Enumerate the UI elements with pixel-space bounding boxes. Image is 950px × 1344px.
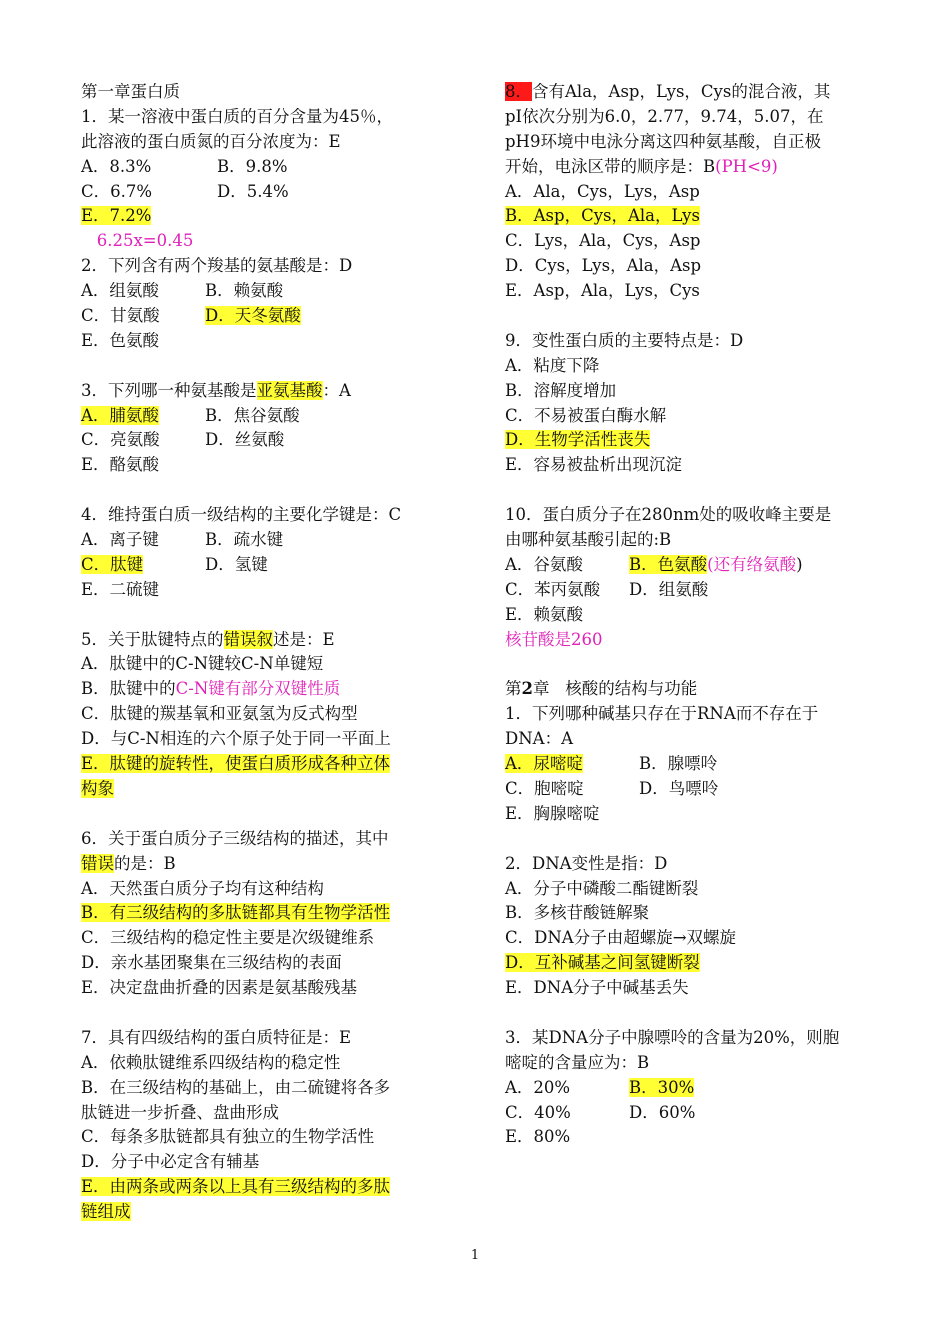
text-line bbox=[505, 155, 875, 180]
text-fragment: E．容易被盐析出现沉淀 bbox=[505, 455, 683, 475]
text-fragment: C．亮氨酸 bbox=[81, 430, 160, 450]
text-line bbox=[505, 528, 875, 553]
option-pair-line bbox=[81, 279, 451, 304]
text-fragment: A．谷氨酸 bbox=[505, 554, 583, 574]
text-fragment: DNA：A bbox=[505, 729, 573, 749]
text-fragment: 的是：B bbox=[114, 853, 176, 873]
text-line bbox=[81, 727, 451, 752]
text-fragment: D．与C-N相连的六个原子处于同一平面上 bbox=[81, 729, 391, 749]
text-line bbox=[81, 105, 451, 130]
text-line bbox=[81, 1125, 451, 1150]
option-pair-line bbox=[505, 1076, 875, 1101]
text-line bbox=[505, 105, 875, 130]
text-fragment: 1．某一溶液中蛋白质的百分含量为45％， bbox=[81, 106, 393, 126]
text-fragment: D．亲水基团聚集在三级结构的表面 bbox=[81, 953, 342, 973]
option-pair-line bbox=[81, 304, 451, 329]
text-fragment: 嘧啶的含量应为：B bbox=[505, 1052, 650, 1072]
left-column bbox=[81, 80, 451, 1225]
option-b bbox=[217, 182, 289, 201]
text-fragment: 核苷酸是260 bbox=[505, 629, 603, 649]
option-b bbox=[205, 406, 300, 425]
text-fragment: C．三级结构的稳定性主要是次级键维系 bbox=[81, 928, 375, 948]
text-fragment: B．腺嘌呤 bbox=[639, 754, 718, 774]
option-pair-line bbox=[81, 155, 451, 180]
text-line bbox=[81, 901, 451, 926]
option-a bbox=[505, 578, 629, 603]
text-fragment: D．组氨酸 bbox=[629, 579, 709, 599]
text-fragment: C．苯丙氨酸 bbox=[505, 579, 601, 599]
text-fragment: 3．下列哪一种氨基酸是 bbox=[81, 380, 257, 400]
text-line bbox=[81, 578, 451, 603]
option-a bbox=[505, 553, 629, 578]
blank-line bbox=[505, 827, 875, 852]
option-a bbox=[505, 752, 639, 777]
option-b bbox=[205, 530, 283, 549]
blank-line bbox=[505, 652, 875, 677]
option-pair-line bbox=[505, 553, 875, 578]
text-fragment: B．有三级结构的多肽链都具有生物学活性 bbox=[81, 903, 391, 923]
text-fragment: 述是：E bbox=[273, 629, 335, 649]
option-pair-line bbox=[81, 180, 451, 205]
text-fragment: E．肽键的旋转性，使蛋白质形成各种立体 bbox=[81, 754, 391, 774]
text-fragment: B．溶解度增加 bbox=[505, 380, 617, 400]
text-fragment: 6.25x=0.45 bbox=[81, 231, 194, 251]
text-fragment: 4．维持蛋白质一级结构的主要化学键是：C bbox=[81, 505, 402, 525]
blank-line bbox=[505, 304, 875, 329]
text-line bbox=[505, 1125, 875, 1150]
text-line bbox=[505, 802, 875, 827]
text-line bbox=[505, 603, 875, 628]
text-fragment: B．多核苷酸链解聚 bbox=[505, 903, 650, 923]
text-fragment: A．分子中磷酸二酯键断裂 bbox=[505, 878, 699, 898]
text-line bbox=[505, 1051, 875, 1076]
text-fragment: ) bbox=[796, 554, 803, 574]
text-fragment: C．甘氨酸 bbox=[81, 306, 160, 326]
text-fragment: A．Ala，Cys，Lys，Asp bbox=[505, 181, 700, 201]
text-fragment: 2 bbox=[521, 679, 533, 699]
text-line bbox=[81, 677, 451, 702]
text-fragment: E．DNA分子中碱基丢失 bbox=[505, 978, 689, 998]
text-line bbox=[505, 628, 875, 653]
text-fragment: 含有Ala，Asp，Lys，Cys的混合液，其 bbox=[532, 82, 831, 101]
text-fragment: E．由两条或两条以上具有三级结构的多肽 bbox=[81, 1177, 391, 1197]
text-fragment: A．粘度下降 bbox=[505, 355, 600, 375]
option-b bbox=[205, 281, 283, 300]
text-line bbox=[505, 901, 875, 926]
blank-line bbox=[81, 354, 451, 379]
text-line bbox=[505, 254, 875, 279]
text-line bbox=[81, 204, 451, 229]
text-fragment: D．氢键 bbox=[205, 554, 268, 574]
text-fragment: E．色氨酸 bbox=[81, 330, 160, 350]
text-line bbox=[505, 951, 875, 976]
text-fragment: C．肽键的羰基氧和亚氨氢为反式构型 bbox=[81, 704, 358, 724]
text-fragment: (PH<9) bbox=[715, 156, 778, 176]
text-fragment: E．二硫键 bbox=[81, 579, 160, 599]
option-b bbox=[639, 779, 718, 798]
text-line bbox=[81, 652, 451, 677]
option-a bbox=[81, 304, 205, 329]
text-fragment: A．组氨酸 bbox=[81, 281, 159, 301]
blank-line bbox=[81, 802, 451, 827]
text-line bbox=[81, 130, 451, 155]
text-fragment: C．不易被蛋白酶水解 bbox=[505, 405, 667, 425]
text-line bbox=[81, 229, 451, 254]
text-fragment: 1．下列哪种碱基只存在于RNA而不存在于 bbox=[505, 704, 819, 724]
text-line bbox=[505, 503, 875, 528]
text-line bbox=[505, 180, 875, 205]
text-fragment: 章 核酸的结构与功能 bbox=[532, 679, 698, 699]
text-line bbox=[505, 852, 875, 877]
text-fragment: 此溶液的蛋白质氮的百分浓度为：E bbox=[81, 131, 341, 151]
text-fragment: C．6.7% bbox=[81, 181, 153, 201]
text-fragment: B．在三级结构的基础上，由二硫键将各多 bbox=[81, 1077, 391, 1097]
text-line bbox=[505, 329, 875, 354]
text-fragment: E．决定盘曲折叠的因素是氨基酸残基 bbox=[81, 978, 358, 998]
text-line bbox=[505, 279, 875, 304]
text-fragment: E．赖氨酸 bbox=[505, 604, 584, 624]
option-a bbox=[505, 1101, 629, 1126]
text-fragment: 6．关于蛋白质分子三级结构的描述，其中 bbox=[81, 828, 389, 848]
text-fragment: 亚氨基酸 bbox=[256, 380, 323, 400]
blank-line bbox=[505, 478, 875, 503]
text-fragment: C-N键有部分双键性质 bbox=[175, 679, 341, 699]
text-fragment: 2．DNA变性是指：D bbox=[505, 853, 668, 873]
text-line bbox=[505, 926, 875, 951]
text-fragment: (还有络氨酸 bbox=[707, 554, 797, 574]
option-pair-line bbox=[81, 404, 451, 429]
text-fragment: A．20% bbox=[505, 1077, 571, 1097]
text-line bbox=[505, 727, 875, 752]
text-line bbox=[81, 329, 451, 354]
text-line bbox=[81, 503, 451, 528]
text-line bbox=[81, 752, 451, 777]
text-fragment: 3．某DNA分子中腺嘌呤的含量为20%，则胞 bbox=[505, 1027, 840, 1047]
text-line bbox=[81, 254, 451, 279]
text-fragment: 由哪种氨基酸引起的:B bbox=[505, 530, 672, 550]
right-column bbox=[505, 80, 875, 1150]
text-fragment: D．5.4% bbox=[217, 181, 289, 201]
text-fragment: D．互补碱基之间氢键断裂 bbox=[505, 953, 700, 973]
blank-line bbox=[81, 1001, 451, 1026]
text-line bbox=[505, 428, 875, 453]
text-fragment: D．丝氨酸 bbox=[205, 430, 285, 450]
option-b bbox=[639, 754, 717, 773]
option-a bbox=[81, 279, 205, 304]
text-fragment: B．色氨酸 bbox=[629, 554, 708, 574]
text-line bbox=[505, 80, 875, 105]
text-line bbox=[505, 404, 875, 429]
option-a bbox=[81, 155, 217, 180]
text-fragment: B．焦谷氨酸 bbox=[205, 405, 300, 425]
option-b bbox=[217, 157, 288, 176]
text-fragment: E．酪氨酸 bbox=[81, 455, 160, 475]
text-line bbox=[81, 827, 451, 852]
text-fragment: ：A bbox=[322, 380, 351, 400]
blank-line bbox=[81, 478, 451, 503]
text-line bbox=[505, 229, 875, 254]
text-line bbox=[81, 1200, 451, 1225]
text-fragment: 链组成 bbox=[81, 1202, 131, 1222]
option-a bbox=[81, 428, 205, 453]
text-fragment: A．脯氨酸 bbox=[81, 405, 159, 425]
text-fragment: B．9.8% bbox=[217, 156, 288, 176]
text-fragment: B．Asp，Cys，Ala，Lys bbox=[505, 206, 700, 226]
option-a bbox=[505, 1076, 629, 1101]
text-fragment: A．8.3% bbox=[81, 156, 152, 176]
option-b bbox=[205, 555, 268, 574]
text-fragment: pI依次分别为6.0，2.77，9.74，5.07，在 bbox=[505, 106, 824, 126]
text-line bbox=[81, 877, 451, 902]
text-fragment: 2．下列含有两个羧基的氨基酸是：D bbox=[81, 256, 353, 276]
option-pair-line bbox=[81, 528, 451, 553]
blank-line bbox=[81, 603, 451, 628]
text-line bbox=[505, 379, 875, 404]
text-line bbox=[505, 702, 875, 727]
text-fragment: C．每条多肽链都具有独立的生物学活性 bbox=[81, 1127, 375, 1147]
text-line bbox=[81, 951, 451, 976]
option-a bbox=[81, 180, 217, 205]
text-fragment: A．依赖肽键维系四级结构的稳定性 bbox=[81, 1052, 341, 1072]
text-fragment: C．DNA分子由超螺旋→双螺旋 bbox=[505, 928, 737, 948]
text-fragment: 构象 bbox=[81, 778, 114, 798]
text-line bbox=[81, 379, 451, 404]
text-line bbox=[81, 1175, 451, 1200]
option-a bbox=[81, 553, 205, 578]
text-fragment: D．天冬氨酸 bbox=[205, 306, 301, 326]
option-b bbox=[629, 1103, 695, 1122]
text-fragment: B．肽键中的 bbox=[81, 679, 176, 699]
text-fragment: B．疏水键 bbox=[205, 530, 284, 550]
text-fragment: C．Lys，Ala，Cys，Asp bbox=[505, 231, 701, 251]
text-line bbox=[81, 777, 451, 802]
option-b bbox=[205, 430, 284, 449]
text-fragment: E．80% bbox=[505, 1127, 571, 1147]
text-fragment: 第 bbox=[505, 679, 522, 699]
text-fragment: 5．关于肽键特点的 bbox=[81, 629, 224, 649]
option-pair-line bbox=[81, 553, 451, 578]
text-fragment: D．分子中必定含有辅基 bbox=[81, 1152, 260, 1172]
text-fragment: pH9环境中电泳分离这四种氨基酸，自正极 bbox=[505, 131, 821, 151]
text-fragment: 9．变性蛋白质的主要特点是：D bbox=[505, 330, 744, 350]
text-fragment: 错误叙 bbox=[223, 629, 273, 649]
text-line bbox=[505, 1026, 875, 1051]
option-pair-line bbox=[81, 428, 451, 453]
option-pair-line bbox=[505, 752, 875, 777]
text-line bbox=[505, 976, 875, 1001]
blank-line bbox=[505, 1001, 875, 1026]
text-line bbox=[81, 1026, 451, 1051]
text-fragment: 7．具有四级结构的蛋白质特征是：E bbox=[81, 1027, 352, 1047]
option-b bbox=[629, 1078, 694, 1097]
text-fragment: B．30% bbox=[629, 1077, 695, 1097]
text-line bbox=[81, 453, 451, 478]
text-line bbox=[505, 354, 875, 379]
text-fragment: A．离子键 bbox=[81, 530, 159, 550]
text-line bbox=[505, 677, 875, 702]
text-fragment: D．鸟嘌呤 bbox=[639, 778, 719, 798]
text-fragment: 错误 bbox=[81, 853, 114, 873]
option-pair-line bbox=[505, 578, 875, 603]
text-line bbox=[81, 702, 451, 727]
text-fragment: E．Asp，Ala，Lys，Cys bbox=[505, 281, 700, 301]
option-a bbox=[81, 528, 205, 553]
text-line bbox=[81, 628, 451, 653]
text-line bbox=[81, 926, 451, 951]
text-line bbox=[81, 1051, 451, 1076]
text-fragment: 第一章蛋白质 bbox=[81, 82, 180, 101]
text-line bbox=[81, 976, 451, 1001]
text-fragment: C．40% bbox=[505, 1102, 571, 1122]
text-fragment: A．尿嘧啶 bbox=[505, 754, 583, 774]
option-b bbox=[629, 555, 803, 574]
text-fragment: E．7.2% bbox=[81, 206, 152, 226]
text-line bbox=[505, 877, 875, 902]
option-pair-line bbox=[505, 777, 875, 802]
text-line bbox=[505, 204, 875, 229]
text-fragment: D．生物学活性丧失 bbox=[505, 430, 651, 450]
text-fragment: A．肽键中的C-N键较C-N单键短 bbox=[81, 654, 324, 674]
text-line bbox=[505, 453, 875, 478]
text-fragment: A．天然蛋白质分子均有这种结构 bbox=[81, 878, 324, 898]
text-fragment: D．Cys，Lys，Ala，Asp bbox=[505, 256, 702, 276]
text-fragment: 肽链进一步折叠、盘曲形成 bbox=[81, 1102, 279, 1122]
text-fragment: 10．蛋白质分子在280nm处的吸收峰主要是 bbox=[505, 505, 832, 525]
text-fragment: 8． bbox=[505, 82, 532, 101]
text-line bbox=[81, 1076, 451, 1101]
option-a bbox=[81, 404, 205, 429]
text-line bbox=[81, 852, 451, 877]
text-line bbox=[81, 1150, 451, 1175]
text-fragment: C．肽键 bbox=[81, 554, 144, 574]
text-fragment: 开始，电泳区带的顺序是：B bbox=[505, 156, 716, 176]
option-b bbox=[629, 580, 708, 599]
text-line bbox=[505, 130, 875, 155]
text-fragment: E．胸腺嘧啶 bbox=[505, 803, 600, 823]
text-line bbox=[81, 80, 451, 105]
text-line bbox=[81, 1101, 451, 1126]
text-fragment: C．胞嘧啶 bbox=[505, 778, 584, 798]
option-a bbox=[505, 777, 639, 802]
text-fragment: B．赖氨酸 bbox=[205, 281, 284, 301]
text-fragment: D．60% bbox=[629, 1102, 696, 1122]
option-b bbox=[205, 306, 301, 325]
page-number: 1 bbox=[470, 1248, 480, 1263]
option-pair-line bbox=[505, 1101, 875, 1126]
